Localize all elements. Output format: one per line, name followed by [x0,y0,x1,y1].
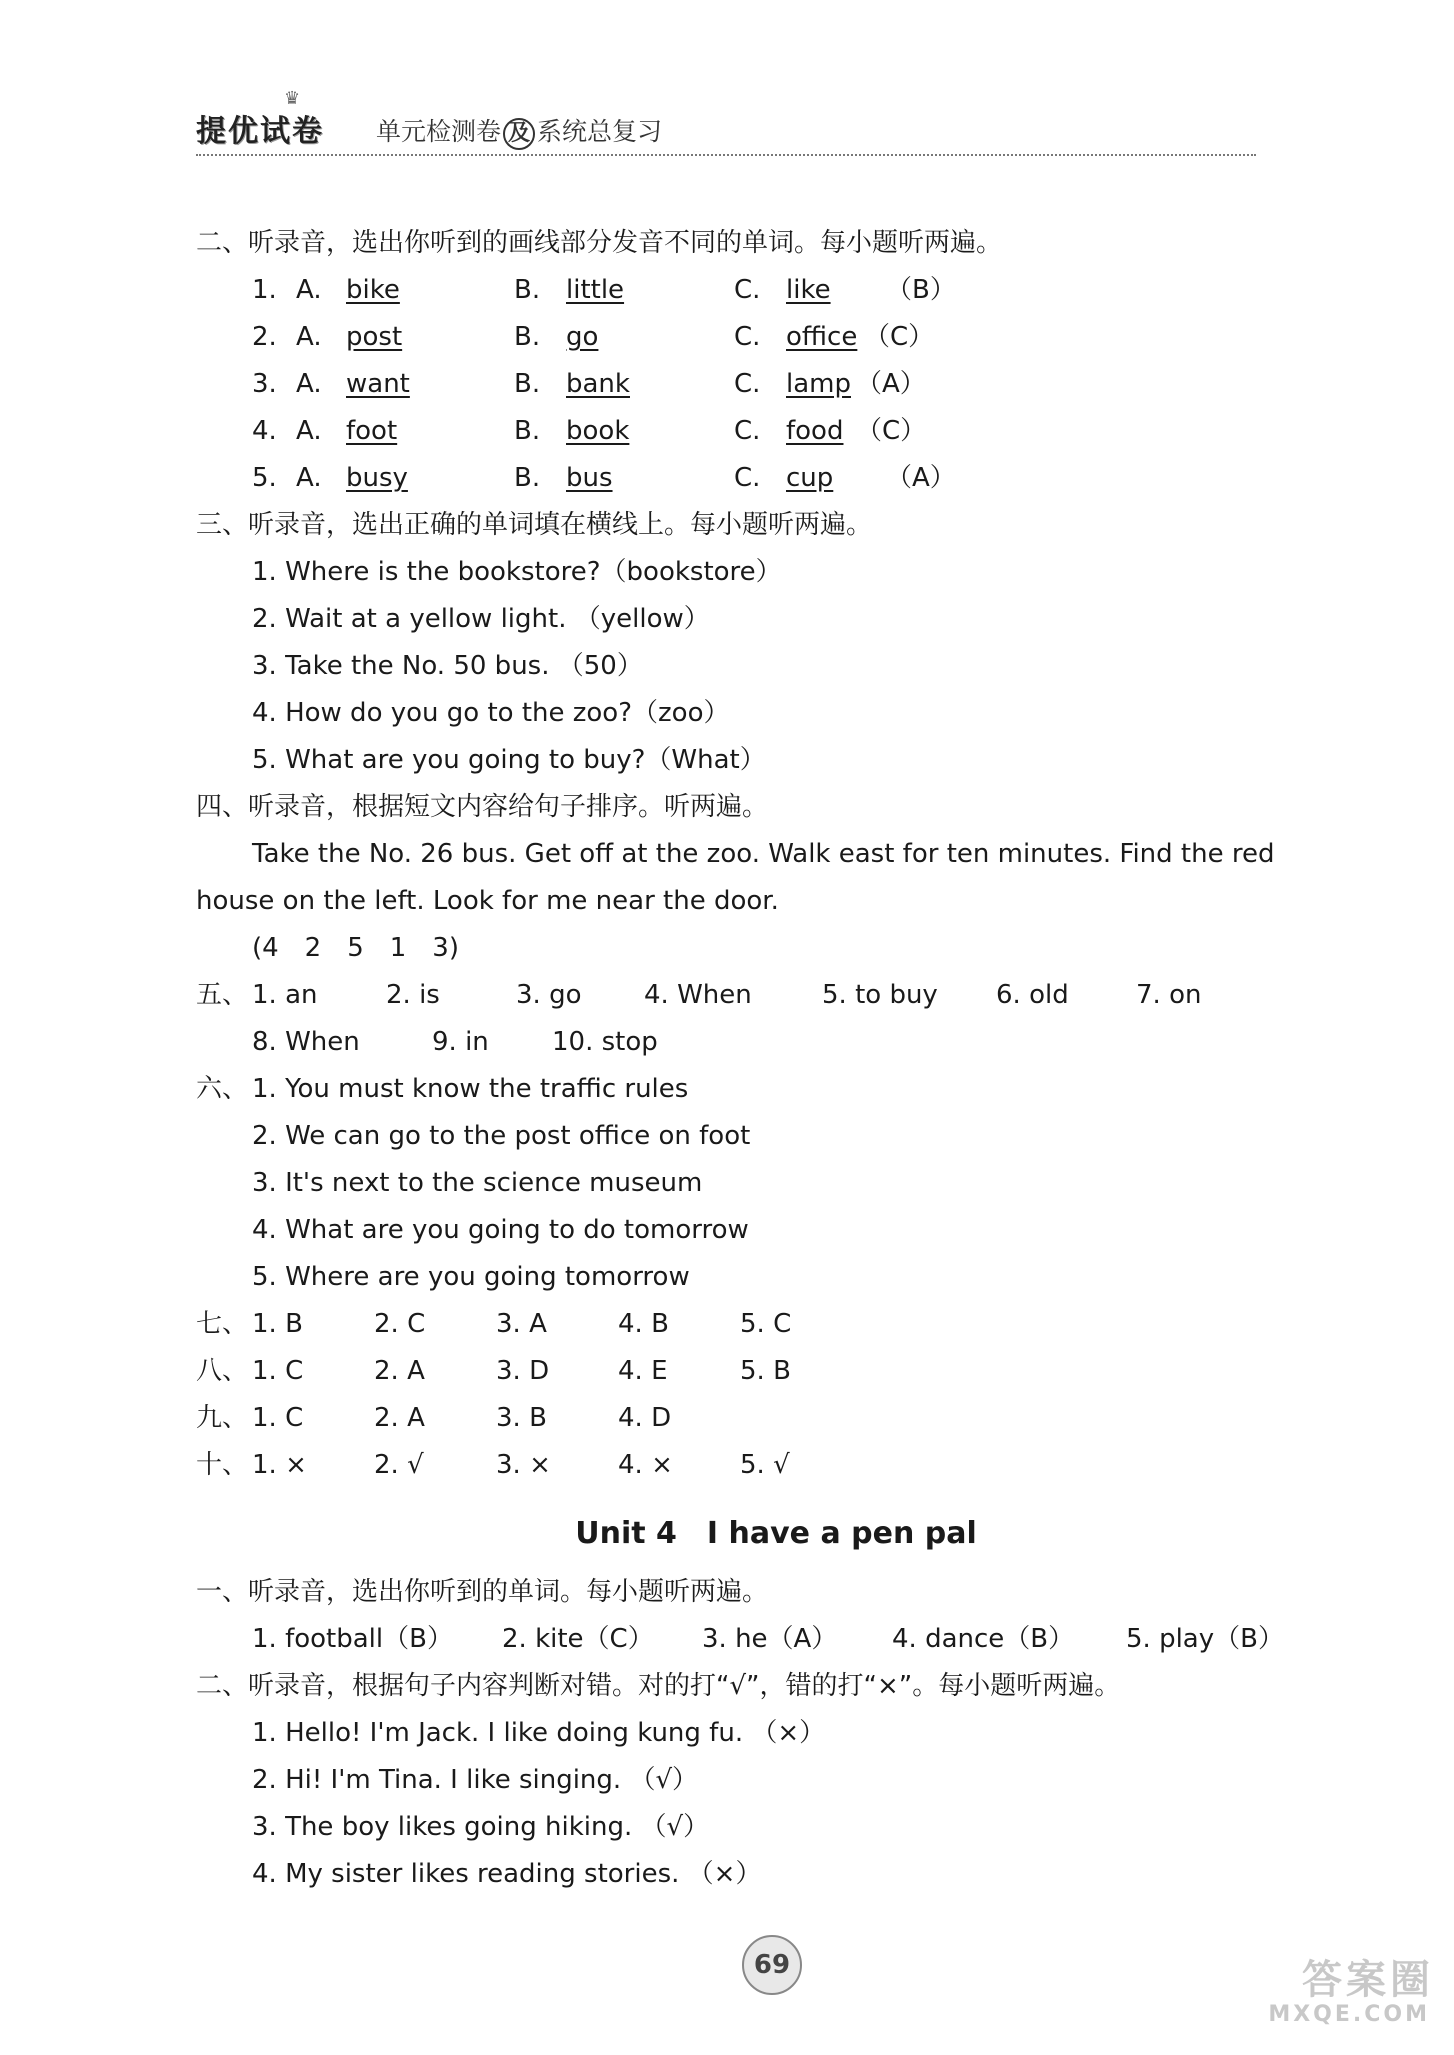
s7-label: 七、 [196,1309,249,1339]
section-2-c-word: like [786,275,831,305]
section-3-item: 5. What are you going to buy?（What） [252,745,766,775]
unit-4-section-1-title: 一、听录音，选出你听到的单词。每小题听两遍。 [196,1577,769,1607]
section-2-c-pre: C. [734,369,761,399]
section-5-answer: 8. When [252,1027,360,1057]
header-divider [196,154,1256,156]
section-2-ans: （C） [856,416,927,446]
unit-4-s1-answer: 3. he（A） [702,1624,838,1654]
section-6-answer: 3. It's next to the science museum [252,1168,703,1198]
section-6-answer: 2. We can go to the post office on foot [252,1121,751,1151]
section-2-a-word: bike [346,275,400,305]
unit-4-section-2-title: 二、听录音，根据句子内容判断对错。对的打“√”，错的打“×”。每小题听两遍。 [196,1671,1121,1701]
section-2-item [196,267,1356,314]
section-2-ans: （A） [856,369,926,399]
s7-answer: 3. A [496,1309,547,1339]
section-9 [196,1395,1356,1442]
book-subtitle: 单元检测卷 及 系统总复习 [376,112,662,150]
unit-4-section-1-answers [196,1616,1356,1663]
section-6-answer: 4. What are you going to do tomorrow [252,1215,749,1245]
section-8 [196,1348,1356,1395]
section-2-b-pre: B. [514,322,541,352]
section-4-title: 四、听录音，根据短文内容给句子排序。听两遍。 [196,792,769,822]
section-2-num: 3. [252,369,277,399]
crown-icon: ♛ [284,88,301,109]
section-6-item [196,1207,1356,1254]
section-2-ans: （C） [864,322,935,352]
section-2-b-pre: B. [514,416,541,446]
s10-label: 十、 [196,1450,249,1480]
section-3-list [196,549,1356,784]
section-2-a-pre: A. [296,416,322,446]
unit-4-s1-answer: 2. kite（C） [502,1624,654,1654]
unit-4-s1-answer: 4. dance（B） [892,1624,1075,1654]
section-5-row2 [196,1019,1356,1066]
s8-answer: 2. A [374,1356,425,1386]
section-2-b-pre: B. [514,369,541,399]
s8-answer: 3. D [496,1356,550,1386]
section-10 [196,1442,1356,1489]
section-6-item [196,1066,1356,1113]
section-2-b-word: book [566,416,630,446]
s10-answer: 3. × [496,1450,551,1480]
section-2-b-word: go [566,322,599,352]
unit-4-s1-answer: 1. football（B） [252,1624,453,1654]
section-3-item: 1. Where is the bookstore?（bookstore） [252,557,782,587]
unit-4-title: Unit 4 I have a pen pal [575,1516,977,1551]
section-2-a-pre: A. [296,275,322,305]
section-2-num: 5. [252,463,277,493]
section-2-c-word: lamp [786,369,851,399]
section-2-a-pre: A. [296,322,322,352]
section-5-answer: 4. When [644,980,752,1010]
s7-answer: 4. B [618,1309,669,1339]
s8-answer: 5. B [740,1356,791,1386]
s9-answer: 1. C [252,1403,304,1433]
s7-answer: 2. C [374,1309,426,1339]
section-2-a-pre: A. [296,463,322,493]
section-5-answer: 7. on [1136,980,1202,1010]
unit-4-s2-item: 4. My sister likes reading stories. （×） [252,1859,762,1889]
section-6-answer: 5. Where are you going tomorrow [252,1262,690,1292]
section-2-a-word: foot [346,416,398,446]
section-2-b-word: bus [566,463,613,493]
section-2-item [196,314,1356,361]
section-2-item [196,361,1356,408]
section-2-b-pre: B. [514,275,541,305]
section-3-title: 三、听录音，选出正确的单词填在横线上。每小题听两遍。 [196,510,873,540]
section-5-answer: 1. an [252,980,318,1010]
s10-answer: 1. × [252,1450,307,1480]
section-2-c-word: food [786,416,844,446]
watermark-logo: 答案圈 [1302,1957,1434,2003]
unit-4-section-2-list [196,1710,1356,1898]
s8-answer: 4. E [618,1356,668,1386]
section-2-c-pre: C. [734,463,761,493]
section-3-item: 3. Take the No. 50 bus. （50） [252,651,643,681]
s9-label: 九、 [196,1403,249,1433]
section-2-num: 4. [252,416,277,446]
section-2-c-word: cup [786,463,834,493]
section-5-answer: 9. in [432,1027,489,1057]
watermark-url: MXQE.COM [1268,2002,1430,2027]
section-2-ans: （A） [886,463,956,493]
section-2-title: 二、听录音，选出你听到的画线部分发音不同的单词。每小题听两遍。 [196,228,1003,258]
unit-4-s2-item: 1. Hello! I'm Jack. I like doing kung fu. （×） [252,1718,826,1748]
s10-answer: 5. √ [740,1450,790,1480]
section-6-item [196,1254,1356,1301]
section-3-item: 2. Wait at a yellow light. （yellow） [252,604,710,634]
section-7 [196,1301,1356,1348]
s9-answer: 2. A [374,1403,425,1433]
page-number: 69 [742,1935,802,1995]
section-6-item [196,1160,1356,1207]
section-2-c-pre: C. [734,322,761,352]
section-2-ans: （B） [886,275,956,305]
section-2-c-word: office [786,322,858,352]
s7-answer: 5. C [740,1309,792,1339]
answer-content [196,220,1356,1898]
section-2-c-pre: C. [734,416,761,446]
unit-4-s1-answer: 5. play（B） [1126,1624,1284,1654]
unit-4-s2-item: 2. Hi! I'm Tina. I like singing. （√） [252,1765,699,1795]
section-2-item [196,408,1356,455]
section-5-row1 [196,972,1356,1019]
section-2-b-word: little [566,275,625,305]
section-2-a-pre: A. [296,369,322,399]
section-2-a-word: want [346,369,410,399]
section-6-answer: 1. You must know the traffic rules [252,1074,689,1104]
section-3-item: 4. How do you go to the zoo?（zoo） [252,698,730,728]
s9-answer: 4. D [618,1403,672,1433]
section-5-answer: 5. to buy [822,980,938,1010]
book-logo: 提优试卷 [196,114,324,149]
section-2-num: 2. [252,322,277,352]
s8-answer: 1. C [252,1356,304,1386]
section-6-item [196,1113,1356,1160]
section-5-answer: 2. is [386,980,440,1010]
s10-answer: 4. × [618,1450,673,1480]
section-2-b-word: bank [566,369,630,399]
section-6-label: 六、 [196,1074,249,1104]
s10-answer: 2. √ [374,1450,424,1480]
section-6-list [196,1066,1356,1301]
section-2-a-word: post [346,322,403,352]
section-2-a-word: busy [346,463,408,493]
section-2-b-pre: B. [514,463,541,493]
section-2-num: 1. [252,275,277,305]
section-4-answer: (4 2 5 1 3) [252,933,459,963]
section-5-answer: 10. stop [552,1027,658,1057]
s7-answer: 1. B [252,1309,303,1339]
s8-label: 八、 [196,1356,249,1386]
section-4-passage: Take the No. 26 bus. Get off at the zoo. Walk east for ten minutes. Find the red house on the left. Look for me near the door. [196,839,1275,916]
unit-4-s2-item: 3. The boy likes going hiking. （√） [252,1812,710,1842]
section-2-c-pre: C. [734,275,761,305]
section-5-answer: 6. old [996,980,1069,1010]
section-5-answer: 3. go [516,980,582,1010]
section-2-list [196,267,1356,502]
section-2-item [196,455,1356,502]
section-5-label: 五、 [196,980,249,1010]
s9-answer: 3. B [496,1403,547,1433]
page-header [196,88,1256,156]
